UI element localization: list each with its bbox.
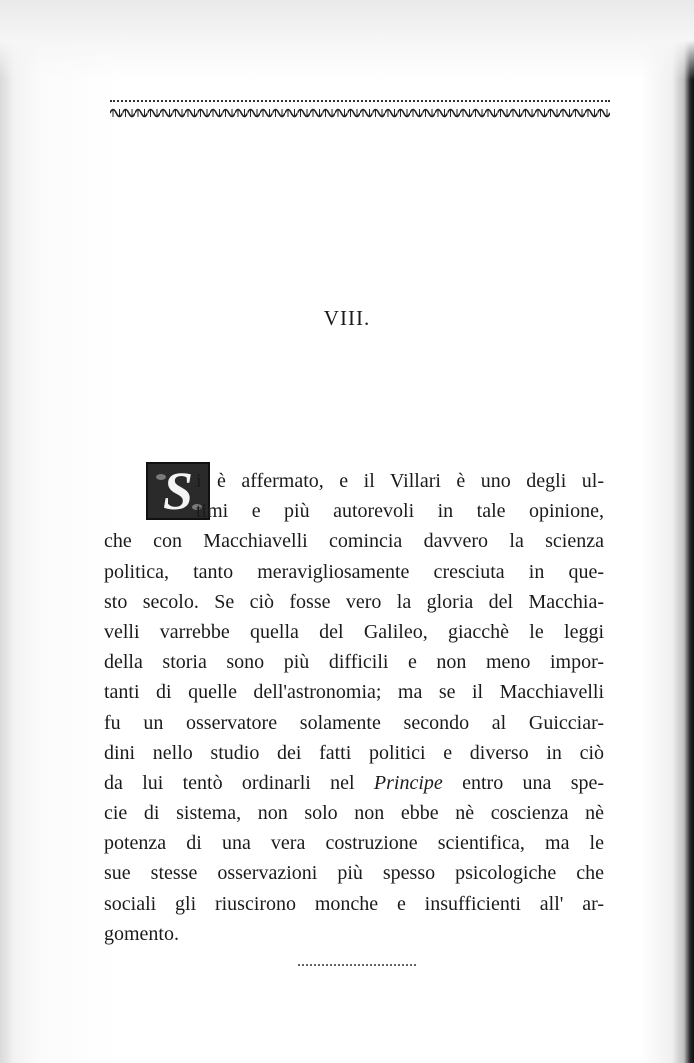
text-line: politica, tanto meravigliosamente cresciuta in que- [104,560,604,583]
text-line: che con Macchiavelli comincia davvero la scienza [104,530,604,553]
body-paragraph [104,466,604,949]
header-ornament [110,98,610,124]
text-line: gomento. [104,922,179,945]
drop-cap-letter: S [162,461,194,521]
text-line: tanti di quelle dell'astronomia; ma se il Macchiavelli [104,681,604,704]
text-line: dini nello studio dei fatti politici e diverso in ciò [104,741,604,764]
text-line: i è affermato, e il Villari è uno degli ul- [196,470,604,492]
footer-dotted-rule [298,964,416,966]
page-shading [0,0,694,80]
dotted-rule [110,100,610,102]
text-fragment: da lui tentò ordinarli nel [104,771,355,794]
text-line: potenza di una vera costruzione scientifica, ma le [104,832,604,855]
text-line: cie di sistema, non solo non ebbe nè coscienza nè [104,802,604,825]
italic-title: Principe [373,771,443,794]
text-line-with-italic [104,768,604,798]
text-line: sue stesse osservazioni più spesso psicologiche che [104,862,604,885]
text-line: sto secolo. Se ciò fosse vero la gloria del Macchia- [104,590,604,613]
text-line: della storia sono più difficili e non meno impor- [104,651,604,674]
text-line: timi e più autorevoli in tale opinione, [196,500,604,523]
text-fragment: entro una spe- [462,771,605,794]
text-line: velli varrebbe quella del Galileo, giacchè le leggi [104,620,604,643]
chapter-heading: VIII. [323,306,371,330]
text-line: fu un osservatore solamente secondo al Guicciar- [104,711,604,734]
ornamental-border [110,106,610,120]
text-line: sociali gli riuscirono monche e insufficienti all' ar- [104,892,604,915]
